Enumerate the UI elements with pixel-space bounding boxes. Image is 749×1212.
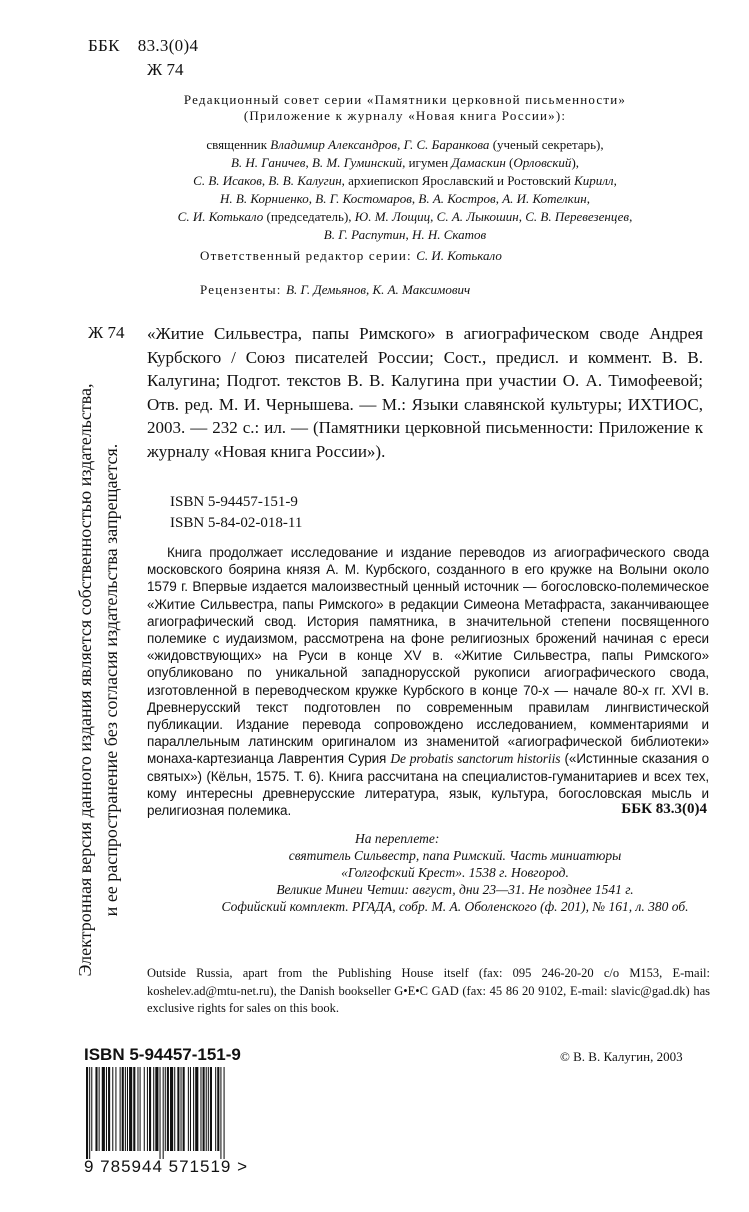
annotation-latin-title: De probatis sanctorum historiis [390,751,561,767]
board-member-name: В. Г. Костомаров [315,191,412,206]
barcode-bar [190,1067,191,1151]
board-member-text: , [613,173,617,188]
bbk-bottom: ББК 83.3(0)4 [621,801,707,817]
barcode-bar [120,1067,121,1151]
reviewers-label: Рецензенты: [200,282,282,297]
board-member-name: Г. С. Баранкова [403,137,490,152]
cover-note [200,830,710,915]
board-member-text: , игумен [402,155,452,170]
barcode-bar [99,1067,100,1151]
barcode-bar [153,1067,154,1151]
board-member-line [105,172,705,190]
isbn-block [170,492,302,534]
board-member-name: С. А. Лыкошин [436,209,519,224]
bibliographic-entry: «Житие Сильвестра, папы Римского» в агиографическом своде Андрея Курбского / Союз писателей России; Сост., предисл. и коммент. В. В. Калугина; Подгот. текстов В. В. Калугина при участии О. А. Тимофеевой; Отв. ред. М. И. Чернышева. — М.: Языки славянской культуры; ИХТИОС, 2003. — 232 с.: ил. — (Памятники церковной письменности: Приложение к журналу «Новая книга России»). [147,324,703,461]
barcode-bar [217,1067,219,1151]
copyright: © В. В. Калугин, 2003 [560,1049,683,1064]
barcode-bar [106,1067,107,1151]
barcode-bar [208,1067,209,1151]
board-member-line [105,208,705,226]
barcode-block [84,1045,274,1177]
annotation-part1: Книга продолжает исследование и издание переводов из агиографического свода московского боярина князя А. М. Курбского, созданного в его кружке на Волыни около 1579 г. Впервые издается малоизвестный ценный источник — богословско-полемическое «Житие Сильвестра, папы Римского» в редакции Симеона Метафраста, заканчивающее агиографический свод. История памятника, в значительной степени посвященного полемике с иудаизмом, рассмотрена на фоне религиозных брожений начиная с ереси «жидовствующих» на Руси в конце XV в. «Житие Сильвестра, папы Римского» опубликовано по уникальной западнорусской рукописи агиографического свода, изготовленной в переводческом кружке Курбского в конце 70-х — начале 80-х гг. XVI в. Древнерусский текст подготовлен по современным правилам лингвистической публикации. Издание перевода сопровождено исследованием, комментариями и параллельным латинским оригиналом из знаменитой «агиографической библиотеки» монаха-картезианца Лаврентия Сурия [147,545,709,767]
board-member-text: (ученый секретарь), [489,137,604,152]
board-member-name: В. М. Гуминский [311,155,403,170]
barcode-bar [108,1067,110,1151]
barcode-bar [112,1067,113,1151]
annotation-part2: («Истинные сказания о святых») (Кёльн, 1575. Т. 6). Книга рассчитана на специалистов-гуманитариев и всех тех, кому интересны древнерусские литература, язык, культура, богословская мысль и религиозная полемика. [147,751,709,819]
board-member-text: , [586,191,590,206]
barcode-bar [144,1067,145,1151]
barcode-digits: 9 785944 571519 > [84,1157,249,1176]
barcode-bar [200,1067,201,1151]
cover-note-line2: «Голгофский Крест». 1538 г. Новгород. [341,865,569,880]
barcode-bar [206,1067,207,1151]
board-member-name: С. И. Котькало [177,209,264,224]
board-heading-line1: Редакционный совет серии «Памятники церковной письменности» [183,92,627,107]
board-member-name: Кирилл [574,173,614,188]
barcode-bar [174,1067,175,1151]
barcode-bar [193,1067,194,1151]
barcode-bar [147,1067,148,1151]
board-member-name: В. В. Калугин [268,173,342,188]
barcode-bar [188,1067,189,1151]
board-member-name: Н. Н. Скатов [411,227,487,242]
board-member-name: С. В. Исаков [193,173,262,188]
cover-note-heading: На переплете: [355,831,440,846]
barcode-bar [224,1067,225,1159]
board-member-text: , [405,227,412,242]
board-member-text: , [518,209,526,224]
barcode-bar [91,1067,92,1151]
responsible-editor [200,248,502,264]
barcode-bar [203,1067,205,1151]
isbn-secondary: ISBN 5-84-02-018-11 [170,515,303,531]
board-member-line [105,136,705,154]
barcode-bar [170,1067,173,1151]
board-member-name: Н. В. Корниенко [220,191,309,206]
board-member-name: Дамаскин [451,155,506,170]
board-member-text: священник [206,137,271,152]
barcode-bar [129,1067,132,1151]
bbk-label: ББК [88,36,120,55]
author-mark: Ж 74 [147,60,184,79]
barcode-bar [115,1067,116,1151]
notice-line1: Электронная версия данного издания является собственностью издательства, [75,383,95,977]
editorial-board-members [105,136,705,244]
barcode-bar [167,1067,169,1151]
entry-author-mark: Ж 74 [88,323,125,342]
barcode-bar [215,1067,216,1151]
board-member-text: , [430,209,437,224]
board-member-text: , [629,209,633,224]
board-member-line [105,190,705,208]
cover-note-line3: Великие Минеи Четии: август, дни 23—31. Не позднее 1541 г. [276,882,634,897]
electronic-version-notice [72,340,148,1020]
reviewers-names: В. Г. Демьянов, К. А. Максимович [286,282,471,297]
barcode-bar [160,1067,161,1159]
board-member-text: , [261,173,269,188]
board-member-name: Орловский [513,155,572,170]
board-member-text: ( [505,155,514,170]
board-member-text: , [308,191,316,206]
board-member-name: А. И. Котелкин [502,191,587,206]
isbn-primary: ISBN 5-94457-151-9 [170,494,298,510]
outside-russia-rights: Outside Russia, apart from the Publishing House itself (fax: 095 246-20-20 c/o M153, E-mail: koshelev.ad@mtu-net.ru), the Danish bookseller G•E•C GAD (fax: 45 86 20 9102, E-mail: slavic@gad.dk) has exclusive rights for sales on this book. [147,966,710,1015]
barcode-bar [149,1067,151,1151]
board-member-text: ), [571,155,580,170]
barcode-bar [177,1067,179,1151]
barcode-bar [181,1067,182,1151]
reviewers [200,282,470,298]
bbk-code: 83.3(0)4 [137,36,199,55]
responsible-editor-name: С. И. Котькало [416,248,502,263]
board-member-name: С. В. Перевезенцев [525,209,630,224]
barcode-bar [102,1067,105,1151]
board-member-line [105,226,705,244]
board-member-name: В. Н. Ганичев [230,155,306,170]
barcode-bar [95,1067,97,1151]
barcode-bar [165,1067,166,1151]
bbk-classification [88,36,198,56]
barcode-isbn-label: ISBN 5-94457-151-9 [84,1045,241,1064]
barcode-bar [125,1067,126,1151]
barcode-image [84,1067,260,1159]
barcode-bar [86,1067,88,1159]
barcode-bar [220,1067,221,1159]
editorial-board-heading [100,92,710,124]
board-heading-line2: (Приложение к журналу «Новая книга России»): [243,108,567,123]
board-member-text: , [305,155,312,170]
barcode-bar [195,1067,198,1151]
barcode-bar [137,1067,138,1151]
board-member-text: , [397,137,404,152]
board-member-text: , [495,191,503,206]
board-member-name: В. Г. Распутин [323,227,406,242]
barcode-bar [163,1067,164,1159]
board-member-name: Владимир Александров [270,137,398,152]
board-member-line [105,154,705,172]
barcode-bar [140,1067,141,1151]
board-member-name: Ю. М. Лощиц [354,209,431,224]
barcode-bar [122,1067,124,1151]
board-member-text: , архиепископ Ярославский и Ростовский [341,173,575,188]
board-member-name: В. А. Костров [418,191,496,206]
cover-note-line1: святитель Сильвестр, папа Римский. Часть миниатюры [288,848,622,863]
board-member-text: , [411,191,419,206]
barcode-bar [133,1067,135,1151]
barcode-bar [210,1067,212,1151]
barcode-bar [127,1067,128,1151]
barcode-bar [155,1067,158,1151]
barcode-bar [183,1067,185,1151]
board-member-text: (председатель), [263,209,355,224]
cover-note-line4: Софийский комплект. РГАДА, собр. М. А. Оболенского (ф. 201), № 161, л. 380 об. [221,899,689,914]
annotation [147,544,709,819]
responsible-editor-label: Ответственный редактор серии: [200,248,412,263]
notice-line2: и ее распространение без согласия издательства запрещается. [101,443,121,917]
barcode-bar [89,1067,90,1159]
